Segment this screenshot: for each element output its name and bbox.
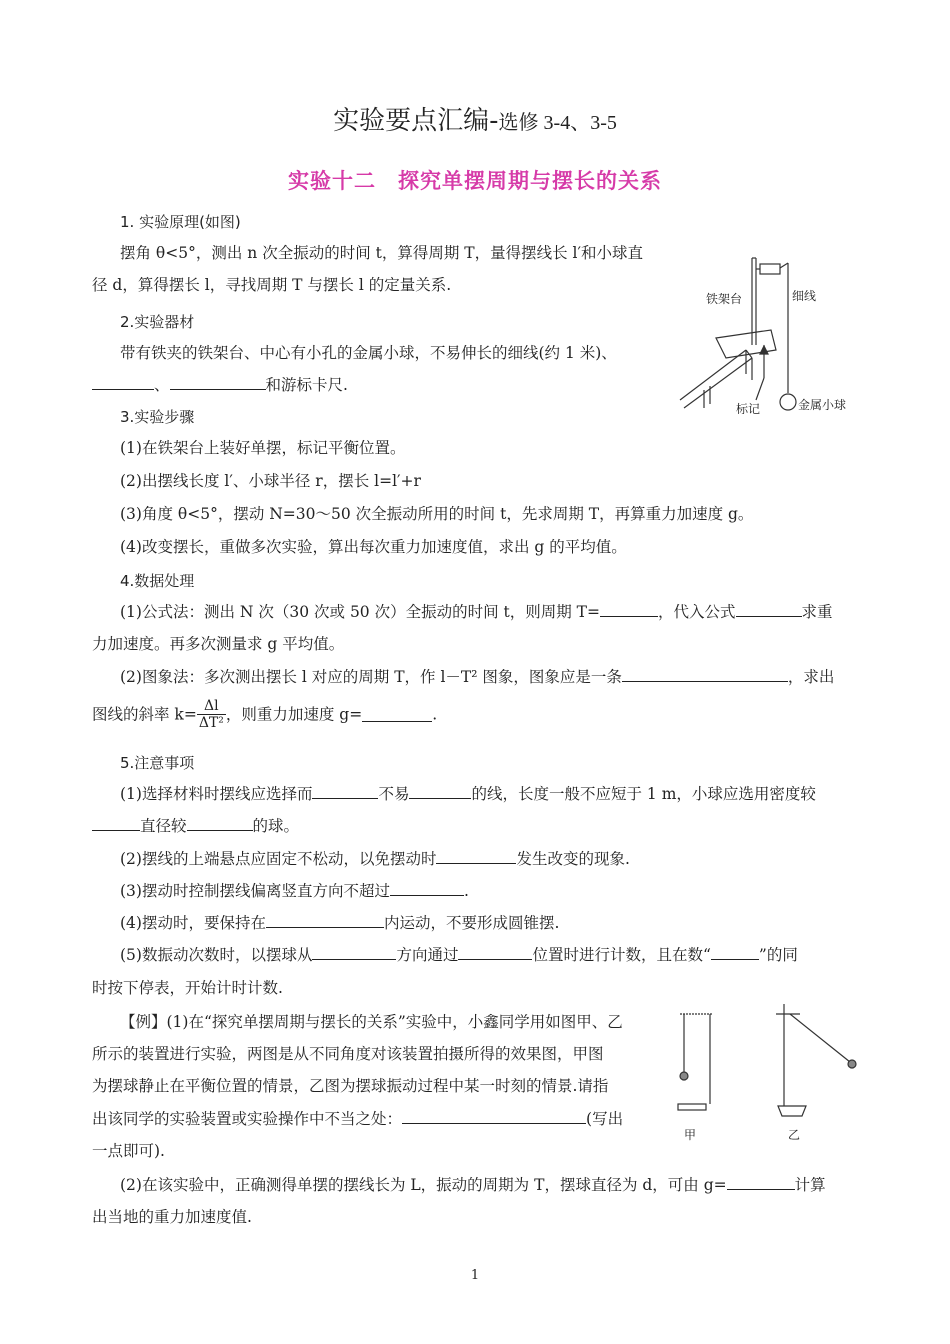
section-3-heading: 3.实验步骤: [120, 408, 195, 426]
example-line-1: 【例】(1)在“探究单摆周期与摆长的关系”实验中，小鑫同学用如图甲、乙: [120, 1013, 623, 1031]
blank: [402, 1109, 586, 1124]
section-5-line-1: (1)选择材料时摆线应选择而 不易 的线，长度一般不应短于 1 m，小球应选用密度较: [120, 785, 816, 803]
blank: [458, 945, 532, 960]
title-suffix: 选修 3-4、3-5: [498, 112, 617, 134]
pendulum-apparatus-figure: [676, 250, 866, 420]
blank: [600, 602, 658, 617]
blank: [390, 881, 464, 896]
label-yi: 乙: [788, 1128, 801, 1142]
example-line-2: 所示的装置进行实验，两图是从不同角度对该装置拍摄所得的效果图，甲图: [92, 1045, 604, 1063]
example-line-5: 一点即可).: [92, 1142, 165, 1160]
section-5-line-3: (2)摆线的上端悬点应固定不松动，以免摆动时 发生改变的现象.: [120, 850, 630, 868]
section-4-line-3: (2)图象法：多次测出摆长 l 对应的周期 T，作 l－T² 图象，图象应是一条 ，求出: [120, 668, 835, 686]
step-1: (1)在铁架台上装好单摆，标记平衡位置。: [120, 439, 406, 457]
blank: [92, 816, 140, 831]
experiment-title: 实验十二 探究单摆周期与摆长的关系: [288, 169, 662, 193]
section-1-line-2: 径 d，算得摆长 l，寻找周期 T 与摆长 l 的定量关系.: [92, 276, 452, 294]
step-3: (3)角度 θ<5°，摆动 N=30～50 次全振动所用的时间 t，先求周期 T，再算重力加速度 g。: [120, 505, 754, 523]
example-line-4: 出该同学的实验装置或实验操作中不当之处： (写出: [92, 1110, 624, 1128]
section-2-heading: 2.实验器材: [120, 313, 195, 331]
blank: [736, 602, 802, 617]
blank: [711, 945, 759, 960]
section-5-line-7: 时按下停表，开始计时计数.: [92, 979, 283, 997]
section-4-line-4: 图线的斜率 k= $\frac{\Delta l}{\text{ΔT²}}$ ，则重力加速度 g= .: [92, 698, 438, 731]
page-number: 1: [470, 1268, 480, 1283]
section-1-heading: 1. 实验原理(如图): [120, 213, 241, 231]
blank: [622, 667, 788, 682]
blank: [170, 375, 266, 390]
label-metal-ball: 金属小球: [798, 398, 847, 412]
section-2-line-2: 、 和游标卡尺.: [92, 375, 348, 395]
example-line-6: (2)在该实验中，正确测得单摆的摆线长为 L，振动的周期为 T，摆球直径为 d，可由 g= 计算: [120, 1176, 826, 1194]
section-5-line-5: (4)摆动时，要保持在 内运动，不要形成圆锥摆.: [120, 914, 560, 932]
section-2-line-1: 带有铁夹的铁架台、中心有小孔的金属小球，不易伸长的细线(约 1 米)、: [120, 344, 617, 362]
blank: [187, 816, 253, 831]
example-line-3: 为摆球静止在平衡位置的情景，乙图为摆球振动过程中某一时刻的情景.请指: [92, 1077, 609, 1095]
blank: [727, 1175, 795, 1190]
example-line-7: 出当地的重力加速度值.: [92, 1208, 252, 1226]
blank: [362, 707, 432, 722]
label-jia: 甲: [684, 1128, 697, 1142]
slope-fraction: $\frac{\Delta l}{\text{ΔT²}}$: [198, 698, 224, 731]
section-4-heading: 4.数据处理: [120, 572, 195, 590]
blank: [312, 784, 378, 799]
pendulum-jia-yi-figure: [672, 1000, 872, 1130]
blank: [92, 375, 154, 390]
section-1-line-1: 摆角 θ<5°，测出 n 次全振动的时间 t，算得周期 T，量得摆线长 l′和小球直: [120, 244, 644, 262]
blank: [436, 849, 516, 864]
section-5-line-6: (5)数振动次数时，以摆球从 方向通过 位置时进行计数，且在数“ ”的同: [120, 946, 798, 964]
label-mark: 标记: [736, 402, 761, 416]
section-4-line-1: (1)公式法：测出 N 次（30 次或 50 次）全振动的时间 t，则周期 T= ，代入公式 求重: [120, 603, 833, 621]
blank: [409, 784, 471, 799]
title-main: 实验要点汇编-: [333, 106, 499, 136]
step-4: (4)改变摆长，重做多次实验，算出每次重力加速度值，求出 g 的平均值。: [120, 538, 627, 556]
section-5-line-2: 直径较 的球。: [92, 816, 299, 836]
step-2: (2)出摆线长度 l′、小球半径 r，摆长 l=l′+r: [120, 472, 421, 490]
label-string: 细线: [792, 289, 817, 303]
label-iron-stand: 铁架台: [706, 292, 743, 306]
section-4-line-2: 力加速度。再多次测量求 g 平均值。: [92, 635, 345, 653]
blank: [266, 913, 384, 928]
blank: [312, 945, 396, 960]
page-title: [0, 100, 950, 137]
section-5-heading: 5.注意事项: [120, 754, 195, 772]
section-5-line-4: (3)摆动时控制摆线偏离竖直方向不超过 .: [120, 882, 469, 900]
